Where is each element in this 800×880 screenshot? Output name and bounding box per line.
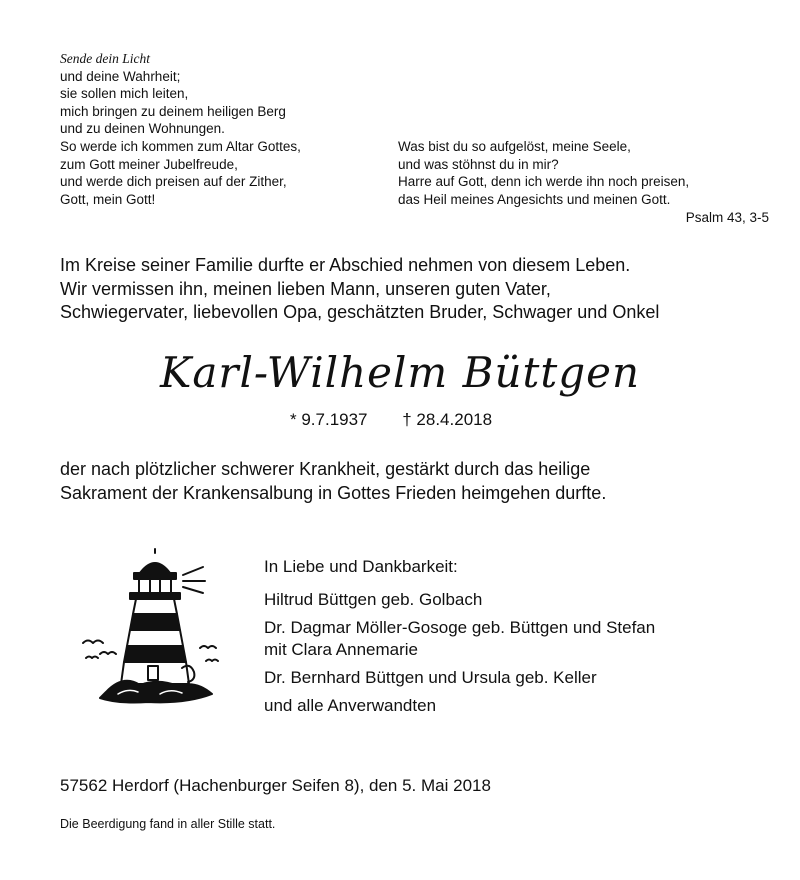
- psalm-line: Was bist du so aufgelöst, meine Seele,: [398, 139, 631, 154]
- psalm-line: und was stöhnst du in mir?: [398, 156, 559, 172]
- psalm-left: [60, 50, 301, 208]
- tribute-line: Sakrament der Krankensalbung in Gottes Frieden heimgehen durfte.: [60, 482, 607, 503]
- birth-date: * 9.7.1937: [290, 410, 368, 429]
- psalm-line: das Heil meines Angesichts und meinen Gott.: [398, 191, 671, 207]
- psalm-opening: Sende dein Licht: [60, 51, 150, 66]
- tribute-line: der nach plötzlicher schwerer Krankheit, gestärkt durch das heilige: [60, 459, 591, 479]
- mourner-name: und alle Anverwandten: [264, 696, 437, 715]
- psalm-line: mich bringen zu deinem heiligen Berg: [60, 103, 286, 119]
- tribute-text: [60, 458, 606, 505]
- mourners-block: [264, 556, 655, 717]
- deceased-name: Karl-Wilhelm Büttgen: [159, 348, 641, 397]
- life-dates: [290, 410, 492, 430]
- lighthouse-icon: [78, 548, 228, 710]
- psalm-line: und deine Wahrheit;: [60, 68, 181, 84]
- psalm-line: So werde ich kommen zum Altar Gottes,: [60, 138, 301, 154]
- psalm-right: [398, 138, 689, 208]
- psalm-line: und zu deinen Wohnungen.: [60, 121, 225, 137]
- mourners-heading: In Liebe und Dankbarkeit:: [264, 557, 458, 576]
- psalm-line: sie sollen mich leiten,: [60, 86, 189, 102]
- mourner-name: mit Clara Annemarie: [264, 640, 419, 659]
- intro-line: Im Kreise seiner Familie durfte er Abschied nehmen von diesem Leben.: [60, 255, 631, 275]
- mourner-name: Dr. Bernhard Büttgen und Ursula geb. Keller: [264, 668, 597, 687]
- funeral-note: Die Beerdigung fand in aller Stille statt.: [60, 817, 276, 831]
- psalm-line: zum Gott meiner Jubelfreude,: [60, 156, 238, 172]
- intro-line: Schwiegervater, liebevollen Opa, geschätzten Bruder, Schwager und Onkel: [60, 302, 660, 322]
- psalm-reference: Psalm 43, 3-5: [685, 210, 769, 225]
- psalm-line: Harre auf Gott, denn ich werde ihn noch preisen,: [398, 174, 690, 190]
- intro-line: Wir vermissen ihn, meinen lieben Mann, unseren guten Vater,: [60, 278, 551, 299]
- address-line: 57562 Herdorf (Hachenburger Seifen 8), den 5. Mai 2018: [60, 776, 491, 795]
- psalm-line: und werde dich preisen auf der Zither,: [60, 174, 287, 190]
- mourner-name: Hiltrud Büttgen geb. Golbach: [264, 590, 483, 609]
- death-date: † 28.4.2018: [402, 410, 493, 429]
- intro-text: [60, 254, 659, 325]
- psalm-line: Gott, mein Gott!: [60, 191, 156, 207]
- mourner-name: Dr. Dagmar Möller-Gosoge geb. Büttgen und Stefan: [264, 618, 656, 637]
